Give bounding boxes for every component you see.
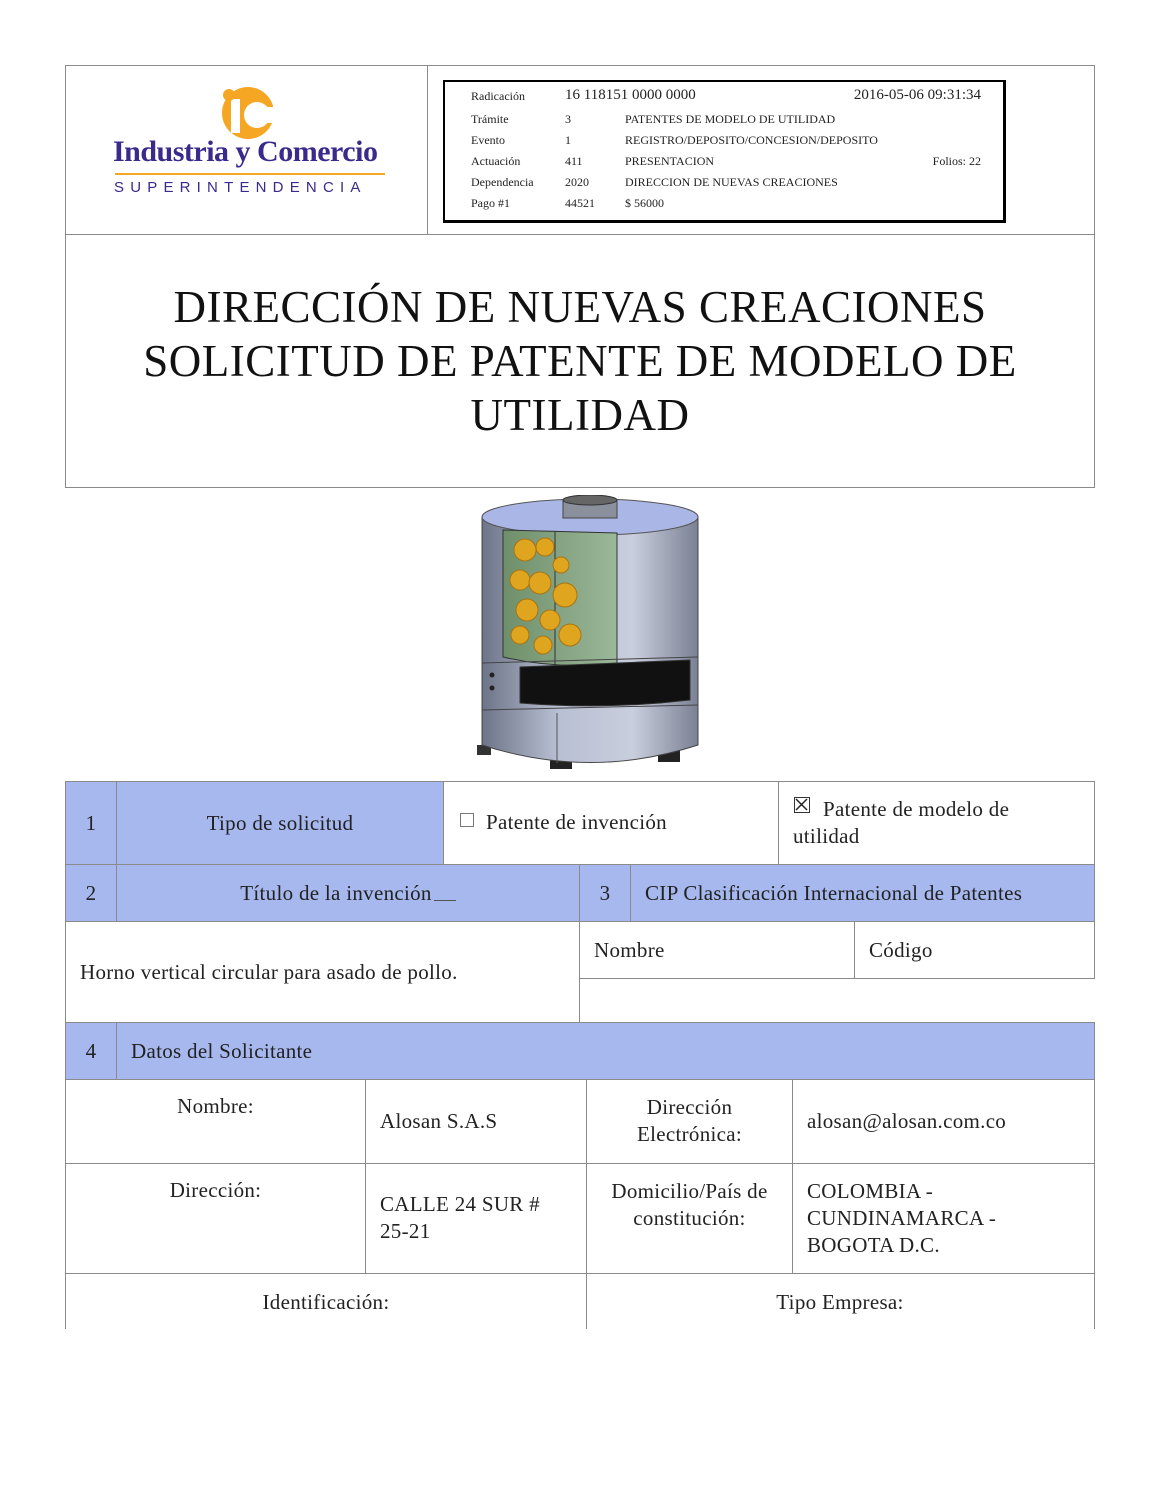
applicant-email-value: alosan@alosan.com.co: [792, 1079, 1095, 1164]
oven-illustration: [465, 495, 715, 775]
stamp-desc: $ 56000: [625, 196, 664, 210]
applicant-id-label: Identificación:: [262, 1290, 390, 1314]
applicant-id-cell: [65, 1273, 587, 1329]
stamp-desc: PATENTES DE MODELO DE UTILIDAD: [625, 112, 836, 126]
section4-label: Datos del Solicitante: [116, 1022, 1095, 1080]
applicant-domicile-label: [586, 1163, 793, 1274]
address-line1: CALLE 24 SUR #: [380, 1192, 540, 1216]
applicant-name-label: Nombre:: [65, 1079, 366, 1164]
cip-code-header: Código: [854, 921, 1095, 979]
stamp-code: 2020: [565, 175, 589, 189]
section3-label: CIP Clasificación Internacional de Patentes: [630, 864, 1095, 922]
cip-name-header: Nombre: [579, 921, 855, 979]
invention-title-value: Horno vertical circular para asado de pollo.: [65, 921, 580, 1023]
applicant-email-label: [586, 1079, 793, 1164]
logo-divider: [115, 173, 385, 175]
option-utility-label-2: utilidad: [793, 824, 860, 848]
domicile-line2: CUNDINAMARCA -: [807, 1206, 997, 1230]
domicile-line3: BOGOTA D.C.: [807, 1233, 940, 1257]
option-invention-label: Patente de invención: [486, 810, 667, 834]
section2-label-cell: [116, 864, 580, 922]
filing-stamp: [443, 80, 1006, 223]
address-line2: 25-21: [380, 1219, 431, 1243]
logo: [105, 85, 395, 205]
applicant-domicile-value: [792, 1163, 1095, 1274]
stamp-code: 1: [565, 133, 571, 147]
stamp-label: Radicación: [471, 89, 525, 103]
checkbox-checked-icon[interactable]: [794, 797, 810, 813]
underscore-decoration: [434, 886, 456, 901]
section2-number: 2: [65, 864, 117, 922]
stamp-code: 44521: [565, 196, 595, 210]
stamp-label: Evento: [471, 133, 505, 147]
email-label-line1: Dirección: [646, 1095, 733, 1119]
stamp-code: 3: [565, 112, 571, 126]
applicant-address-label: Dirección:: [65, 1163, 366, 1274]
stamp-desc: DIRECCION DE NUEVAS CREACIONES: [625, 175, 838, 189]
stamp-desc: REGISTRO/DEPOSITO/CONCESION/DEPOSITO: [625, 133, 878, 147]
email-label-line2: Electrónica:: [636, 1122, 743, 1146]
title-line2: SOLICITUD DE PATENTE DE MODELO DE: [143, 336, 1017, 386]
applicant-name-value: Alosan S.A.S: [365, 1079, 587, 1164]
option-utility-label-1: Patente de modelo de: [823, 797, 1010, 821]
logo-brand-line2: SUPERINTENDENCIA: [114, 179, 367, 196]
logo-brand-line1: Industria y Comercio: [113, 135, 378, 168]
stamp-folios: Folios: 22: [932, 154, 981, 168]
title-line3: UTILIDAD: [470, 390, 690, 440]
domicile-line1: COLOMBIA -: [807, 1179, 934, 1203]
stamp-timestamp: 2016-05-06 09:31:34: [853, 87, 981, 103]
stamp-code: 411: [565, 154, 583, 168]
stamp-label: Trámite: [471, 112, 509, 126]
section1-number: 1: [65, 781, 117, 865]
section1-label: Tipo de solicitud: [116, 781, 444, 865]
stamp-desc: PRESENTACION: [625, 154, 715, 168]
domicile-label-line1: Domicilio/País de: [611, 1179, 768, 1203]
stamp-label: Pago #1: [471, 196, 510, 210]
section4-number: 4: [65, 1022, 117, 1080]
option-invention[interactable]: [443, 781, 779, 865]
title-line1: DIRECCIÓN DE NUEVAS CREACIONES: [173, 282, 987, 332]
stamp-code: 16 118151 0000 0000: [565, 87, 696, 103]
document-title: [66, 280, 1094, 442]
checkbox-unchecked-icon[interactable]: [460, 813, 474, 827]
option-utility-model[interactable]: [778, 781, 1095, 865]
domicile-label-line2: constitución:: [633, 1206, 746, 1230]
section3-number: 3: [579, 864, 631, 922]
stamp-label: Actuación: [471, 154, 521, 168]
applicant-address-value: [365, 1163, 587, 1274]
section2-label: Título de la invención: [240, 880, 432, 905]
stamp-label: Dependencia: [471, 175, 534, 189]
company-type-cell: [586, 1273, 1095, 1329]
company-type-label: Tipo Empresa:: [776, 1290, 904, 1314]
